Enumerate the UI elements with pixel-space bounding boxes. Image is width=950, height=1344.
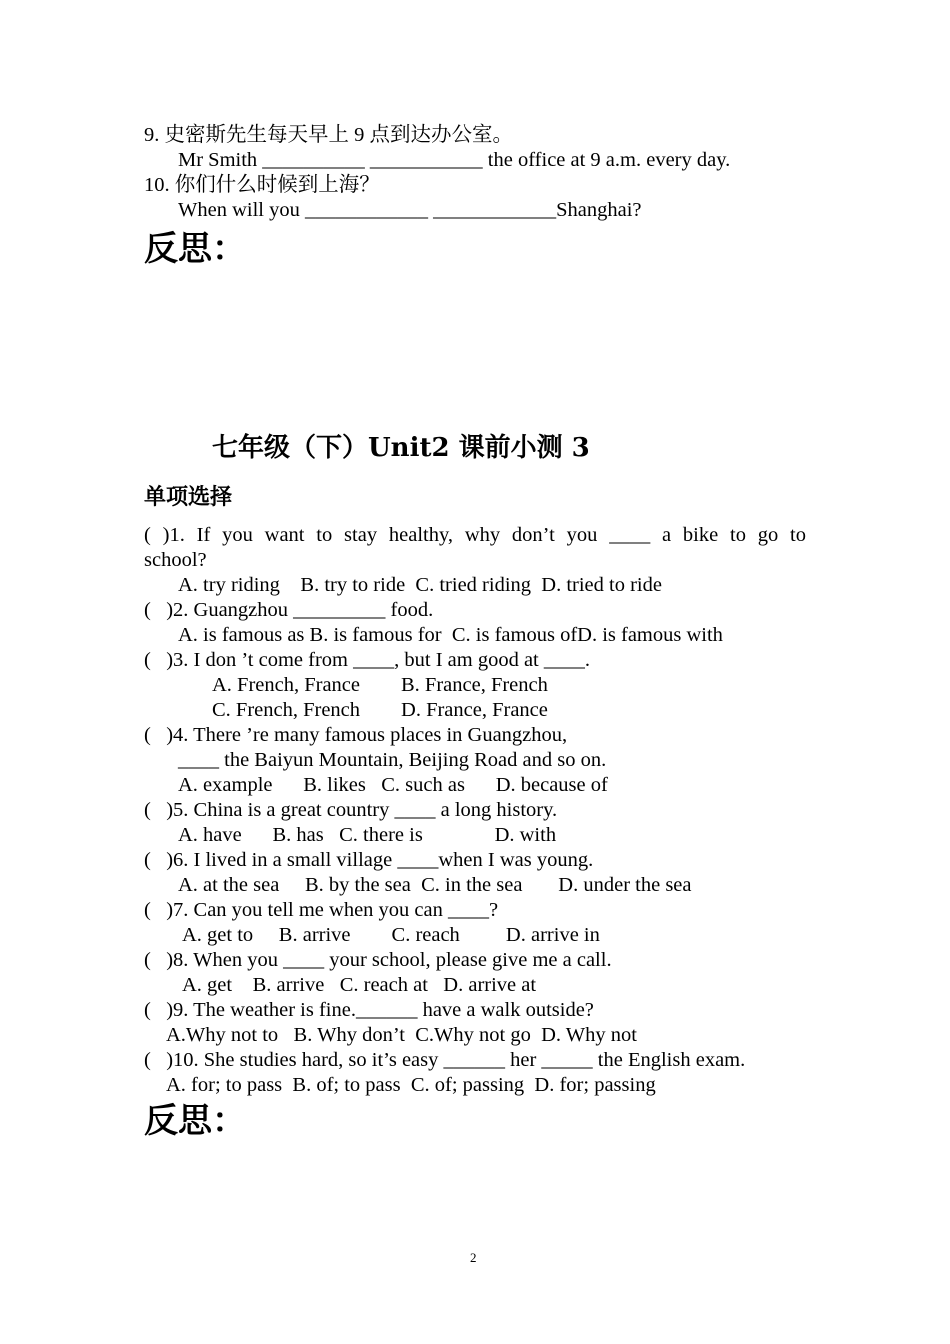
question-4-options: A. example B. likes C. such as D. because of	[178, 774, 608, 796]
question-3-options-1: A. French, France B. France, French	[212, 674, 548, 696]
translation-q10-prompt: 10. 你们什么时候到上海？	[144, 174, 380, 196]
question-3-options-2: C. French, French D. France, France	[212, 699, 548, 721]
question-8: ( )8. When you ____ your school, please give me a call.	[144, 949, 612, 971]
section-heading: 单项选择	[144, 485, 233, 510]
question-6: ( )6. I lived in a small village ____when I was young.	[144, 849, 594, 871]
translation-q9-answer: Mr Smith __________ ___________ the office at 9 a.m. every day.	[178, 149, 731, 171]
quiz-title: 七年级（下）Unit2 课前小测 3	[212, 433, 590, 463]
question-3: ( )3. I don ’t come from ____, but I am good at ____.	[144, 649, 590, 671]
question-4-cont: ____ the Baiyun Mountain, Beijing Road and so on.	[178, 749, 607, 771]
translation-q10-answer: When will you ____________ ____________Shanghai?	[178, 199, 642, 221]
question-1-options: A. try riding B. try to ride C. tried riding D. tried to ride	[178, 574, 662, 596]
question-4: ( )4. There ’re many famous places in Guangzhou,	[144, 724, 568, 746]
question-7-options: A. get to B. arrive C. reach D. arrive in	[182, 924, 600, 946]
question-10: ( )10. She studies hard, so it’s easy ______ her _____ the English exam.	[144, 1049, 746, 1071]
question-8-options: A. get B. arrive C. reach at D. arrive at	[182, 974, 537, 996]
question-5-options: A. have B. has C. there is D. with	[178, 824, 557, 846]
question-9: ( )9. The weather is fine.______ have a walk outside?	[144, 999, 594, 1021]
question-1-cont: school?	[144, 549, 207, 571]
page-number: 2	[470, 1250, 477, 1265]
question-6-options: A. at the sea B. by the sea C. in the sea D. under the sea	[178, 874, 692, 896]
question-5: ( )5. China is a great country ____ a long history.	[144, 799, 558, 821]
question-1: ( )1. If you want to stay healthy, why don’t you ____ a bike to go to	[144, 524, 806, 546]
question-9-options: A.Why not to B. Why don’t C.Why not go D. Why not	[166, 1024, 637, 1046]
question-7: ( )7. Can you tell me when you can ____?	[144, 899, 499, 921]
reflection-label-2: 反思：	[144, 1101, 246, 1141]
translation-q9-prompt: 9. 史密斯先生每天早上 9 点到达办公室。	[144, 124, 513, 146]
question-10-options: A. for; to pass B. of; to pass C. of; passing D. for; passing	[166, 1074, 656, 1096]
reflection-label-1: 反思：	[144, 229, 246, 269]
question-2-options: A. is famous as B. is famous for C. is famous ofD. is famous with	[178, 624, 723, 646]
question-2: ( )2. Guangzhou _________ food.	[144, 599, 434, 621]
